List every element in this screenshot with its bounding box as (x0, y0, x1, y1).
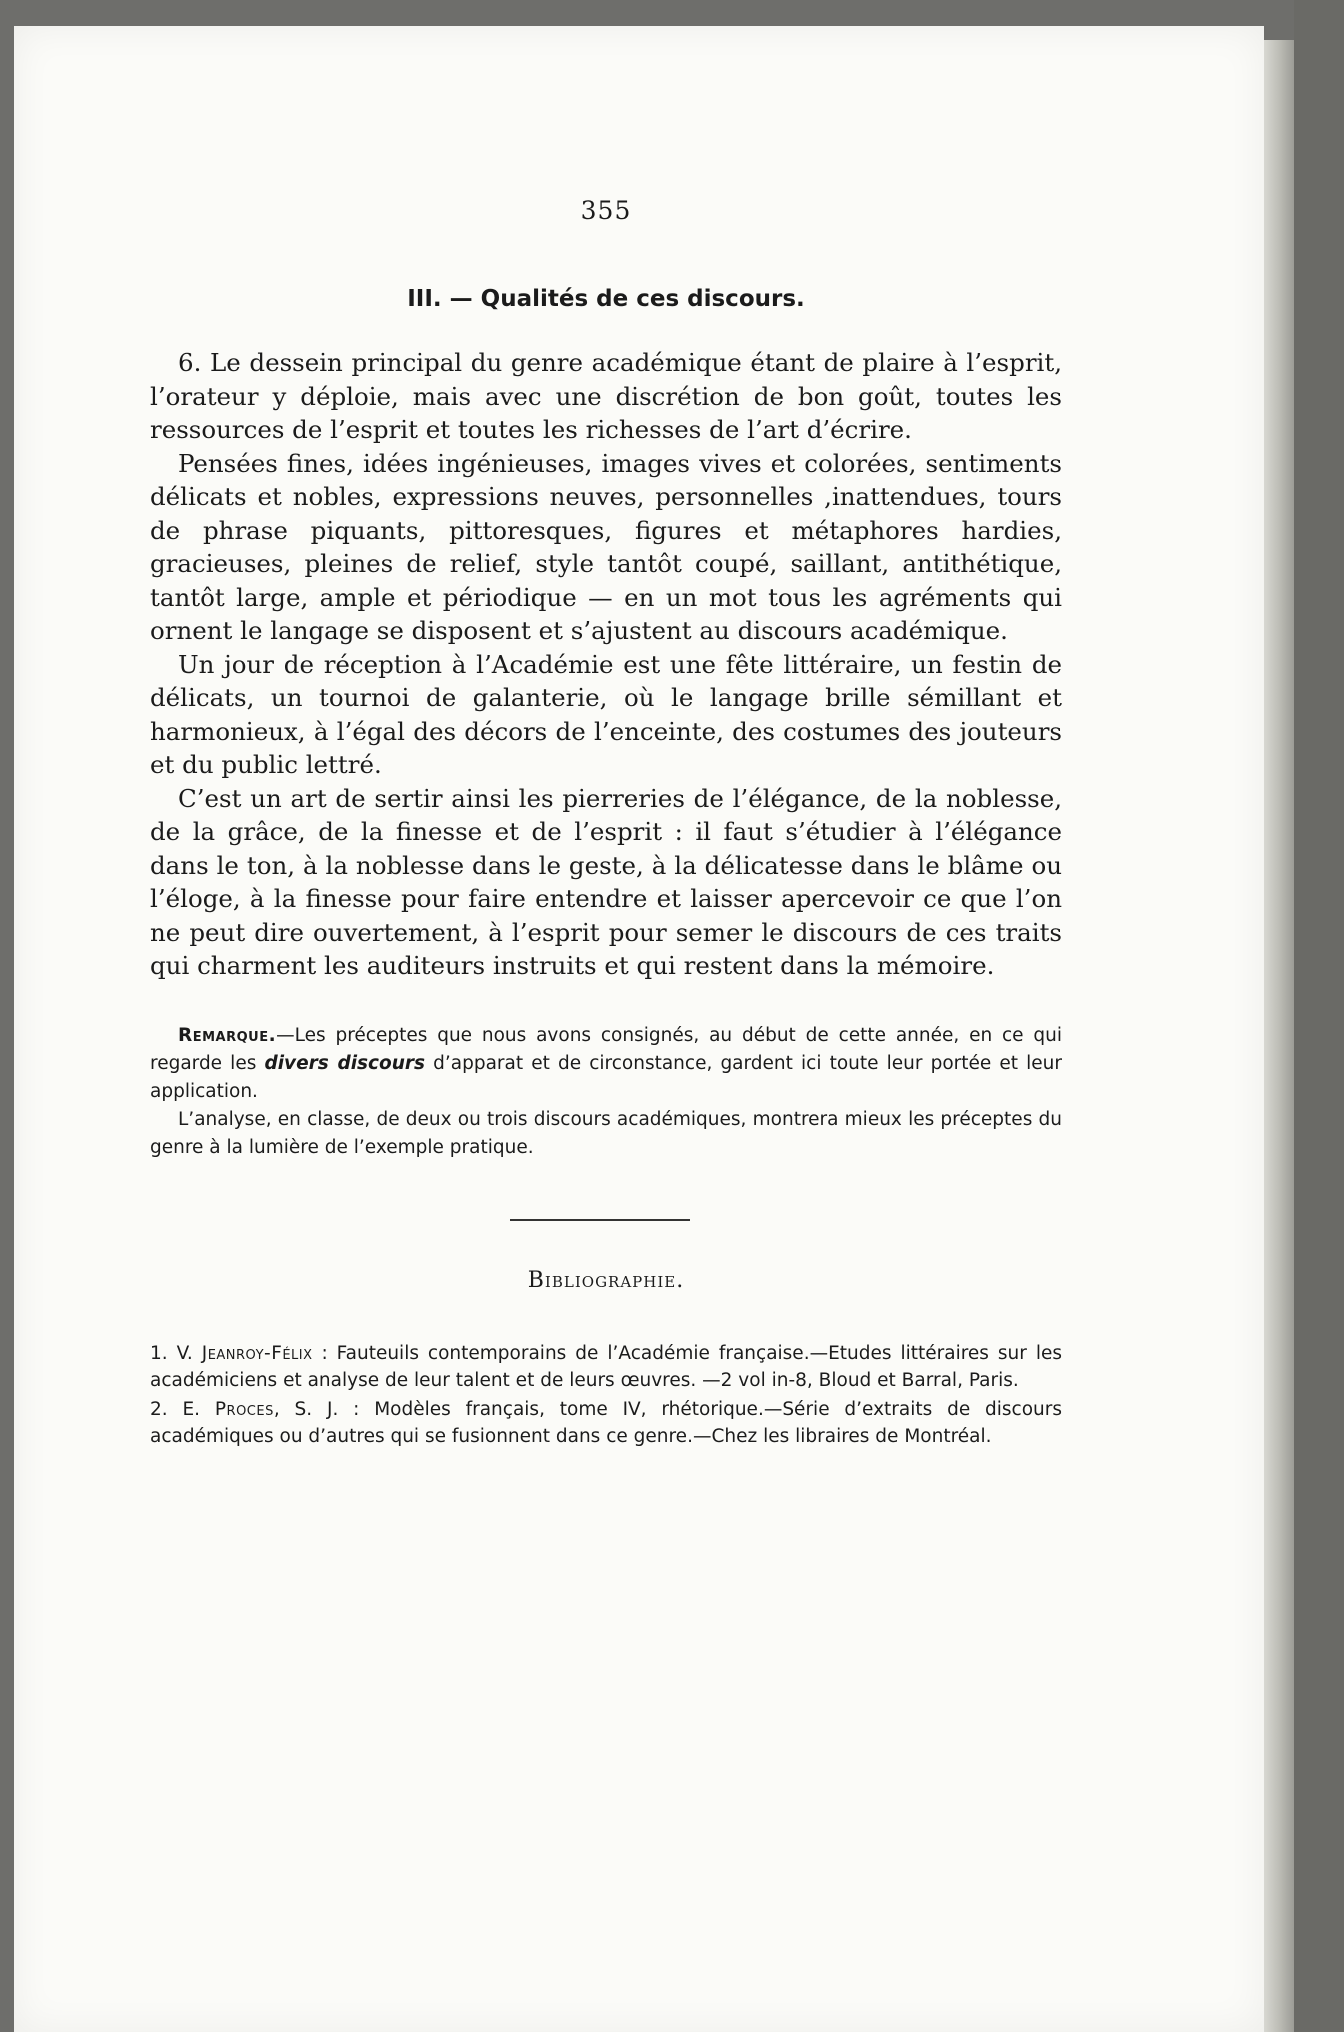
paragraph-2: Pensées fines, idées ingénieuses, images vives et colorées, sentiments délicats et nobles, expressions neuves, personnelles ,inattendues, tours de phrase piquants, pittoresques, figures et métaphores hardies, gracieuses, pleines de relief, style tantôt coupé, saillant, antithétique, tantôt large, ample et périodique — en un mot tous les agréments qui ornent le langage se disposent et s’ajustent au discours académique. (150, 448, 1062, 645)
paragraph-3: Un jour de réception à l’Académie est une fête littéraire, un festin de délicats, un tournoi de galanterie, où le langage brille sémillant et harmonieux, à l’égal des décors de l’enceinte, des costumes des jouteurs et du public lettré. (150, 649, 1062, 779)
entry-text: : Fauteuils contemporains de l’Académie française.—Etudes littéraires sur les académiciens et analyse de leur talent et de leurs œuvres. —2 vol in-8, Bloud et Barral, Paris. (150, 1343, 1062, 1391)
entry-number: 2. E. (150, 1399, 215, 1420)
body-text (150, 346, 1062, 983)
remarque-text-after: d’apparat et de circonstance, gardent ici toute leur portée et leur application. (150, 1053, 1062, 1102)
bibliography-title: Bibliographie. (527, 1268, 685, 1293)
entry-author: Jeanroy-Félix (201, 1343, 313, 1364)
entry-number: 1. V. (150, 1343, 202, 1364)
bibliography-entry (150, 1396, 1062, 1450)
section-divider (510, 1219, 690, 1221)
remarque-italic: divers discours (264, 1053, 426, 1074)
paragraph-4: C’est un art de sertir ainsi les pierreries de l’élégance, de la noblesse, de la grâce, de la finesse et de l’esprit : il faut s’étudier à l’élégance dans le ton, à la noblesse dans le geste, à la délicatesse dans le blâme ou l’éloge, à la finesse pour faire entendre et laisser apercevoir ce que l’on ne peut dire ouvertement, à l’esprit pour semer le discours de ces traits qui charment les auditeurs instruits et qui restent dans la mémoire. (150, 783, 1062, 980)
book-page (14, 26, 1264, 2032)
remarque-first (150, 1022, 1062, 1106)
remarque-label: Remarque. (178, 1025, 277, 1046)
page-edge (1264, 40, 1294, 2032)
scan-margin (1294, 0, 1344, 2032)
bibliography-list (150, 1340, 1062, 1450)
entry-text: , S. J. : Modèles français, tome IV, rhétorique.—Série d’extraits de discours académiques ou d’autres qui se fusionnent dans ce genre.—Chez les libraires de Montréal. (150, 1399, 1063, 1447)
paragraph-1: 6. Le dessein principal du genre académique étant de plaire à l’esprit, l’orateur y déploie, mais avec une discrétion de bon goût, toutes les ressources de l’esprit et toutes les richesses de l’art d’écrire. (150, 348, 1062, 444)
remarque-second: L’analyse, en classe, de deux ou trois discours académiques, montrera mieux les préceptes du genre à la lumière de l’exemple pratique. (150, 1109, 1062, 1158)
bibliography-entry (150, 1340, 1062, 1394)
remarque-text-before: —Les préceptes que nous avons consignés, au début de cette année, en ce qui regarde les (150, 1025, 1062, 1074)
remarque-note (150, 1022, 1062, 1162)
page-number: 355 (580, 196, 632, 225)
entry-author: Proces (214, 1399, 274, 1420)
section-title: III. — Qualités de ces discours. (407, 286, 805, 312)
